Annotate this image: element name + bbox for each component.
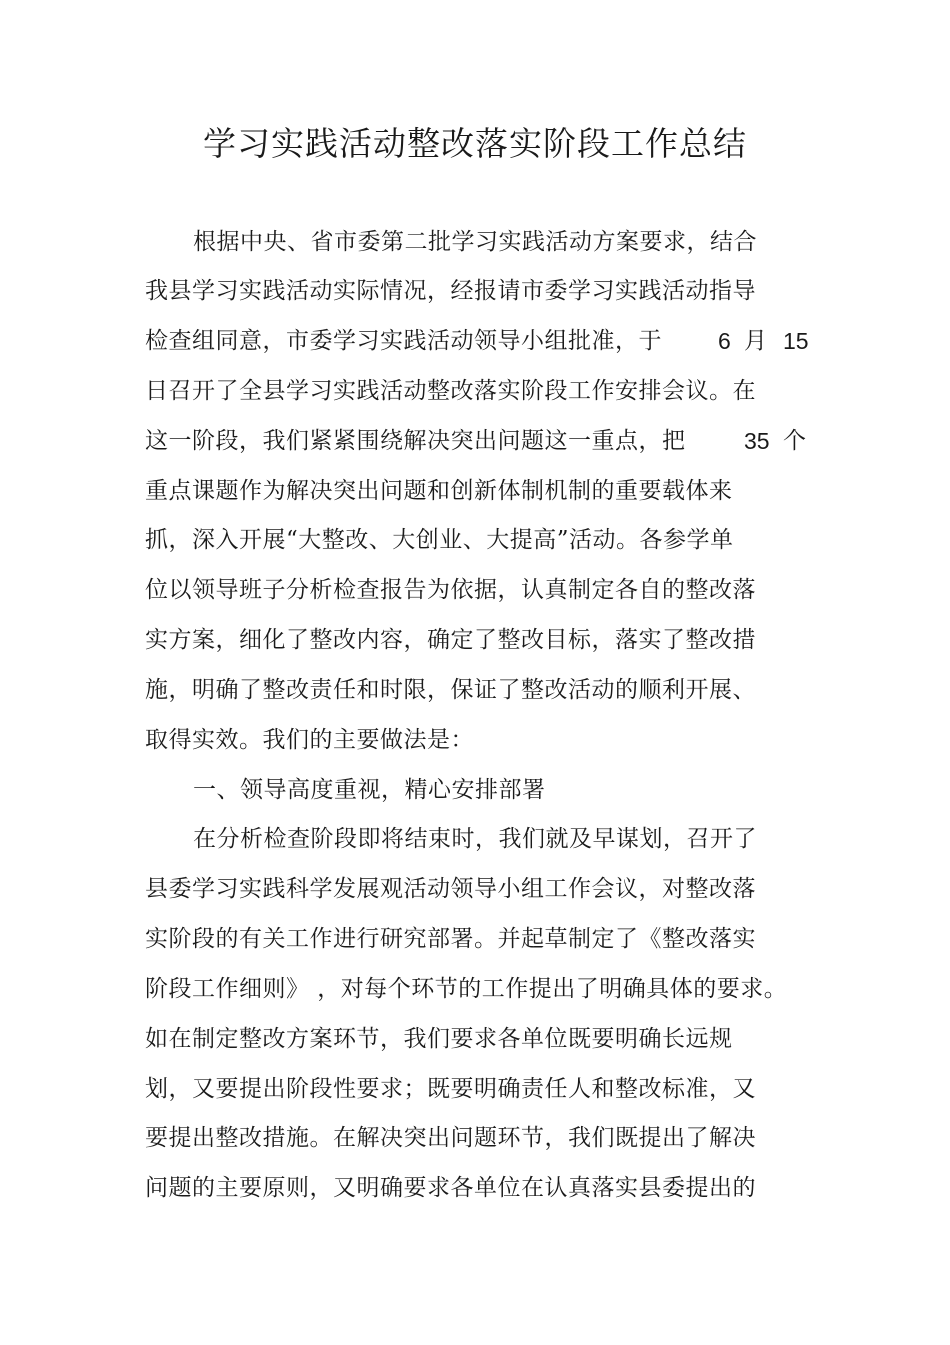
section-heading-1: 一、领导高度重视，精心安排部署	[193, 777, 546, 803]
body-line-1: 根据中央、省市委第二批学习实践活动方案要求，结合	[193, 229, 757, 255]
body-line-9: 实方案，细化了整改内容，确定了整改目标，落实了整改措	[145, 627, 756, 653]
body-line-3: 检查组同意，市委学习实践活动领导小组批准，于	[145, 328, 662, 354]
body-line-18: 要提出整改措施。在解决突出问题环节，我们既提出了解决	[145, 1125, 756, 1151]
body-line-7: 抓，深入开展“大整改、大创业、大提高”活动。各参学单	[145, 527, 734, 553]
date-month-unit: 月	[744, 328, 767, 354]
document-title: 学习实践活动整改落实阶段工作总结	[203, 124, 747, 163]
body-line-13: 县委学习实践科学发展观活动领导小组工作会议，对整改落	[145, 876, 756, 902]
body-line-2: 我县学习实践活动实际情况，经报请市委学习实践活动指导	[145, 278, 756, 304]
body-line-10: 施，明确了整改责任和时限，保证了整改活动的顺利开展、	[145, 677, 756, 703]
body-line-12: 在分析检查阶段即将结束时，我们就及早谋划，召开了	[193, 826, 757, 852]
body-line-8: 位以领导班子分析检查报告为依据，认真制定各自的整改落	[145, 577, 756, 603]
body-line-11: 取得实效。我们的主要做法是：	[145, 727, 474, 753]
body-line-14: 实阶段的有关工作进行研究部署。并起草制定了《整改落实	[145, 926, 756, 952]
topic-count-unit: 个	[783, 428, 806, 454]
date-day-number: 15	[783, 328, 809, 354]
body-line-4: 日召开了全县学习实践活动整改落实阶段工作安排会议。在	[145, 378, 756, 404]
topic-count-number: 35	[744, 428, 770, 454]
body-line-17: 划，又要提出阶段性要求；既要明确责任人和整改标准，又	[145, 1076, 756, 1102]
body-line-6: 重点课题作为解决突出问题和创新体制机制的重要载体来	[145, 478, 733, 504]
body-line-19: 问题的主要原则，又明确要求各单位在认真落实县委提出的	[145, 1175, 756, 1201]
body-line-15: 阶段工作细则》 ，对每个环节的工作提出了明确具体的要求。	[145, 976, 788, 1002]
body-line-16: 如在制定整改方案环节，我们要求各单位既要明确长远规	[145, 1026, 733, 1052]
date-month-number: 6	[718, 328, 731, 354]
body-line-5: 这一阶段，我们紧紧围绕解决突出问题这一重点，把	[145, 428, 686, 454]
